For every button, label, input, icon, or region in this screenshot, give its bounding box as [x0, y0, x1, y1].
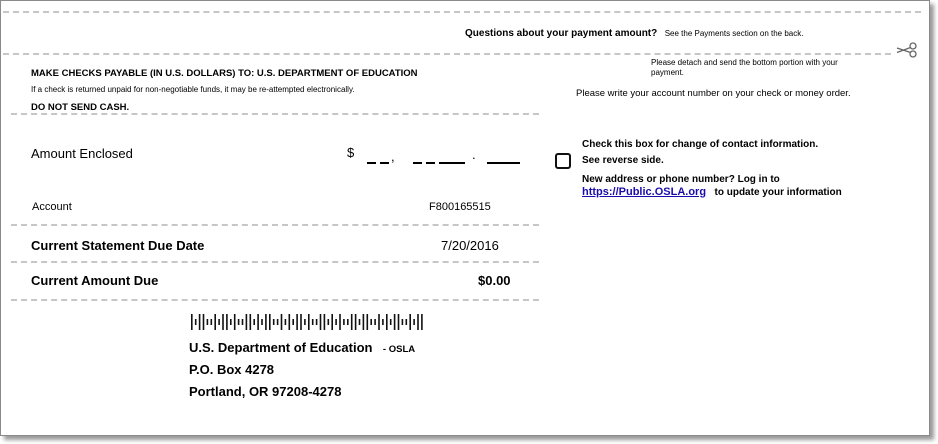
- amount-due-value: $0.00: [478, 273, 511, 288]
- amount-due-label: Current Amount Due: [31, 273, 159, 288]
- detach-instruction-line2: payment.: [651, 68, 684, 77]
- scissors-icon: [894, 41, 918, 59]
- barcode-bar: [316, 319, 318, 325]
- barcode-bar: [207, 319, 209, 325]
- barcode-bar: [203, 314, 205, 330]
- due-date-value: 7/20/2016: [441, 238, 499, 253]
- barcode-bar: [374, 319, 376, 325]
- barcode-bar: [191, 314, 193, 330]
- barcode-bar: [406, 319, 408, 325]
- stub-divider-1: [11, 113, 539, 115]
- barcode-bar: [409, 314, 411, 330]
- barcode-bar: [308, 314, 310, 330]
- contact-change-checkbox[interactable]: [555, 153, 571, 169]
- top-dashed-divider: [3, 11, 921, 13]
- barcode-bar: [382, 319, 384, 325]
- stub-divider-4: [11, 299, 539, 301]
- barcode-bar: [234, 314, 236, 330]
- barcode-bar: [214, 314, 216, 330]
- barcode-bar: [347, 319, 349, 325]
- amount-blank-3[interactable]: [413, 162, 422, 164]
- barcode-bar: [250, 314, 252, 330]
- barcode-bar: [312, 319, 314, 325]
- mailing-line1: [189, 339, 415, 357]
- barcode-bar: [339, 314, 341, 330]
- barcode-bar: [351, 314, 353, 330]
- barcode-bar: [226, 314, 228, 330]
- due-date-label: Current Statement Due Date: [31, 238, 205, 253]
- amount-blank-cents[interactable]: [487, 162, 520, 164]
- no-cash-warning: DO NOT SEND CASH.: [31, 102, 130, 113]
- barcode-bar: [230, 319, 232, 325]
- barcode-bar: [292, 319, 294, 325]
- barcode-bar: [390, 319, 392, 325]
- barcode-bar: [222, 314, 224, 330]
- barcode-bar: [304, 319, 306, 325]
- barcode-bar: [218, 319, 220, 325]
- barcode-bar: [257, 314, 259, 330]
- checkbox-label-line2: See reverse side.: [582, 155, 664, 166]
- detach-instruction-line1: Please detach and send the bottom portion with your: [651, 58, 838, 67]
- osla-website-link[interactable]: https://Public.OSLA.org: [582, 186, 707, 198]
- barcode-bar: [335, 319, 337, 325]
- barcode-bar: [421, 314, 423, 330]
- barcode-bar: [367, 314, 369, 330]
- returned-check-note: If a check is returned unpaid for non-negotiable funds, it may be re-attempted electronically.: [31, 85, 355, 94]
- payment-question: [465, 23, 803, 41]
- barcode-bar: [417, 314, 419, 330]
- cut-line-divider: [3, 53, 891, 55]
- barcode-bar: [331, 314, 333, 330]
- amount-comma: ,: [391, 149, 395, 164]
- barcode-bar: [394, 314, 396, 330]
- barcode-bar: [320, 314, 322, 330]
- detach-instruction: [651, 58, 838, 78]
- account-label: Account: [32, 201, 72, 213]
- checkbox-label-line1: Check this box for change of contact information.: [582, 139, 819, 150]
- amount-dollar-sign: $: [347, 145, 355, 160]
- payment-question-title: Questions about your payment amount?: [465, 28, 658, 39]
- amount-blank-2[interactable]: [380, 162, 389, 164]
- barcode-bar: [378, 314, 380, 330]
- mailing-city-state-zip: Portland, OR 97208-4278: [189, 384, 342, 399]
- barcode-bar: [413, 319, 415, 325]
- barcode-bar: [324, 314, 326, 330]
- update-info-line: [582, 182, 842, 200]
- payable-instruction: MAKE CHECKS PAYABLE (IN U.S. DOLLARS) TO: U.S. DEPARTMENT OF EDUCATION: [31, 68, 418, 79]
- barcode-bar: [211, 319, 213, 325]
- amount-enclosed-label: Amount Enclosed: [31, 146, 133, 161]
- barcode-bar: [261, 319, 263, 325]
- barcode-bar: [253, 319, 255, 325]
- barcode-bar: [355, 314, 357, 330]
- barcode-bar: [289, 314, 291, 330]
- barcode-bar: [195, 319, 197, 325]
- amount-period: .: [472, 147, 476, 162]
- account-number: F800165515: [429, 201, 491, 213]
- barcode-bar: [242, 319, 244, 325]
- barcode-bar: [359, 319, 361, 325]
- barcode-bar: [265, 314, 267, 330]
- barcode-bar: [402, 319, 404, 325]
- barcode-bar: [269, 314, 271, 330]
- barcode-bar: [363, 314, 365, 330]
- postal-barcode-icon: [191, 314, 425, 330]
- barcode-bar: [277, 319, 279, 325]
- barcode-bar: [296, 314, 298, 330]
- barcode-bar: [343, 319, 345, 325]
- update-info-suffix: to update your information: [714, 187, 842, 198]
- amount-blank-1[interactable]: [367, 162, 376, 164]
- mailing-recipient-suffix: - OSLA: [382, 344, 416, 355]
- barcode-bar: [281, 314, 283, 330]
- amount-blank-4[interactable]: [426, 162, 435, 164]
- payment-question-hint: See the Payments section on the back.: [664, 29, 804, 38]
- barcode-bar: [273, 319, 275, 325]
- stub-divider-2: [11, 224, 539, 226]
- barcode-bar: [300, 314, 302, 330]
- new-address-prompt: New address or phone number? Log in to: [582, 174, 780, 185]
- barcode-bar: [386, 314, 388, 330]
- stub-divider-3: [11, 261, 539, 263]
- amount-blank-5[interactable]: [439, 162, 465, 164]
- mailing-recipient: U.S. Department of Education: [189, 340, 373, 355]
- barcode-bar: [285, 319, 287, 325]
- barcode-bar: [370, 319, 372, 325]
- barcode-bar: [199, 314, 201, 330]
- barcode-bar: [328, 319, 330, 325]
- write-account-instruction: Please write your account number on your check or money order.: [576, 88, 851, 99]
- barcode-bar: [246, 314, 248, 330]
- mailing-po-box: P.O. Box 4278: [189, 362, 275, 377]
- barcode-bar: [238, 319, 240, 325]
- barcode-bar: [398, 314, 400, 330]
